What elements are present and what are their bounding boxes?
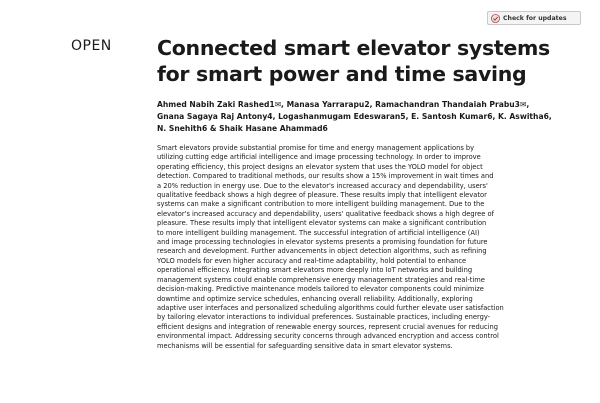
- abstract-line: by tailoring elevator interactions to individual preferences. Sustainable practices, including energy-: [157, 313, 491, 322]
- abstract-line: operating efficiency, this project designs an elevator system that uses the YOLO model for object: [157, 162, 483, 171]
- abstract-line: Smart elevators provide substantial promise for time and energy management applications by: [157, 144, 475, 152]
- abstract-line: detection. Compared to traditional methods, our results show a 15% improvement in wait times and: [157, 172, 494, 181]
- title-line: for smart power and time saving: [157, 62, 527, 86]
- abstract-line: environmental impact. Addressing security concerns through advanced encryption and access control: [157, 332, 499, 341]
- abstract-line: adaptive user interfaces and personalized scheduling algorithms could further elevate user satisfaction: [157, 303, 504, 312]
- title-line: Connected smart elevator systems: [157, 36, 550, 60]
- article-title: [157, 35, 582, 87]
- open-access-label: OPEN: [71, 38, 112, 54]
- check-for-updates-label: Check for updates: [503, 14, 567, 22]
- abstract-line: research and development. Further advancements in object detection algorithms, such as refining: [157, 247, 487, 256]
- abstract-line: to more intelligent building management. The successful integration of artificial intelligence (AI): [157, 228, 480, 237]
- abstract-line: a 20% reduction in energy use. Due to the elevator's increased accuracy and dependability, users': [157, 181, 488, 190]
- abstract-line: mechanisms will be essential for safeguarding sensitive data in smart elevator systems.: [157, 341, 453, 350]
- abstract-line: YOLO models for even higher accuracy and real-time adaptability, hold potential to enhance: [157, 256, 467, 265]
- author-line: Gnana Sagaya Raj Antony4, Logashanmugam Edeswaran5, E. Santosh Kumar6, K. Aswitha6,: [157, 112, 552, 122]
- abstract-line: pleasure. These results imply that intelligent elevator systems can make a significant contribution: [157, 219, 487, 228]
- abstract-line: and image processing technologies in elevator systems presents a promising foundation for future: [157, 238, 488, 247]
- abstract: [157, 144, 587, 351]
- abstract-line: efficient designs and integration of renewable energy sources, represent crucial avenues for reducing: [157, 322, 498, 331]
- author-line: Ahmed Nabih Zaki Rashed1✉, Manasa Yarrarapu2, Ramachandran Thandaiah Prabu3✉,: [157, 100, 530, 109]
- abstract-line: utilizing cutting edge artificial intelligence and image processing technology. In order to improve: [157, 153, 481, 162]
- author-line: N. Snehith6 & Shaik Hasane Ahammad6: [157, 124, 328, 134]
- check-for-updates-icon: [491, 14, 500, 23]
- author-list: [157, 99, 582, 136]
- check-for-updates-button[interactable]: [487, 11, 581, 25]
- abstract-line: elevator's increased accuracy and dependability, users' qualitative feedback shows a high degree of: [157, 209, 494, 218]
- abstract-line: downtime and optimize service schedules, enhancing overall reliability. Additionally, exploring: [157, 294, 473, 303]
- abstract-line: operational efficiency. Integrating smart elevators more deeply into IoT networks and building: [157, 266, 473, 275]
- abstract-line: management systems could enable comprehensive energy management strategies and real-time: [157, 275, 485, 284]
- abstract-line: qualitative feedback shows a high degree of pleasure. These results imply that intelligent elevator: [157, 191, 487, 200]
- abstract-line: decision-making. Predictive maintenance models tailored to elevator components could minimize: [157, 285, 484, 294]
- abstract-line: systems can make a significant contribution to more intelligent building management. Due to the: [157, 200, 485, 209]
